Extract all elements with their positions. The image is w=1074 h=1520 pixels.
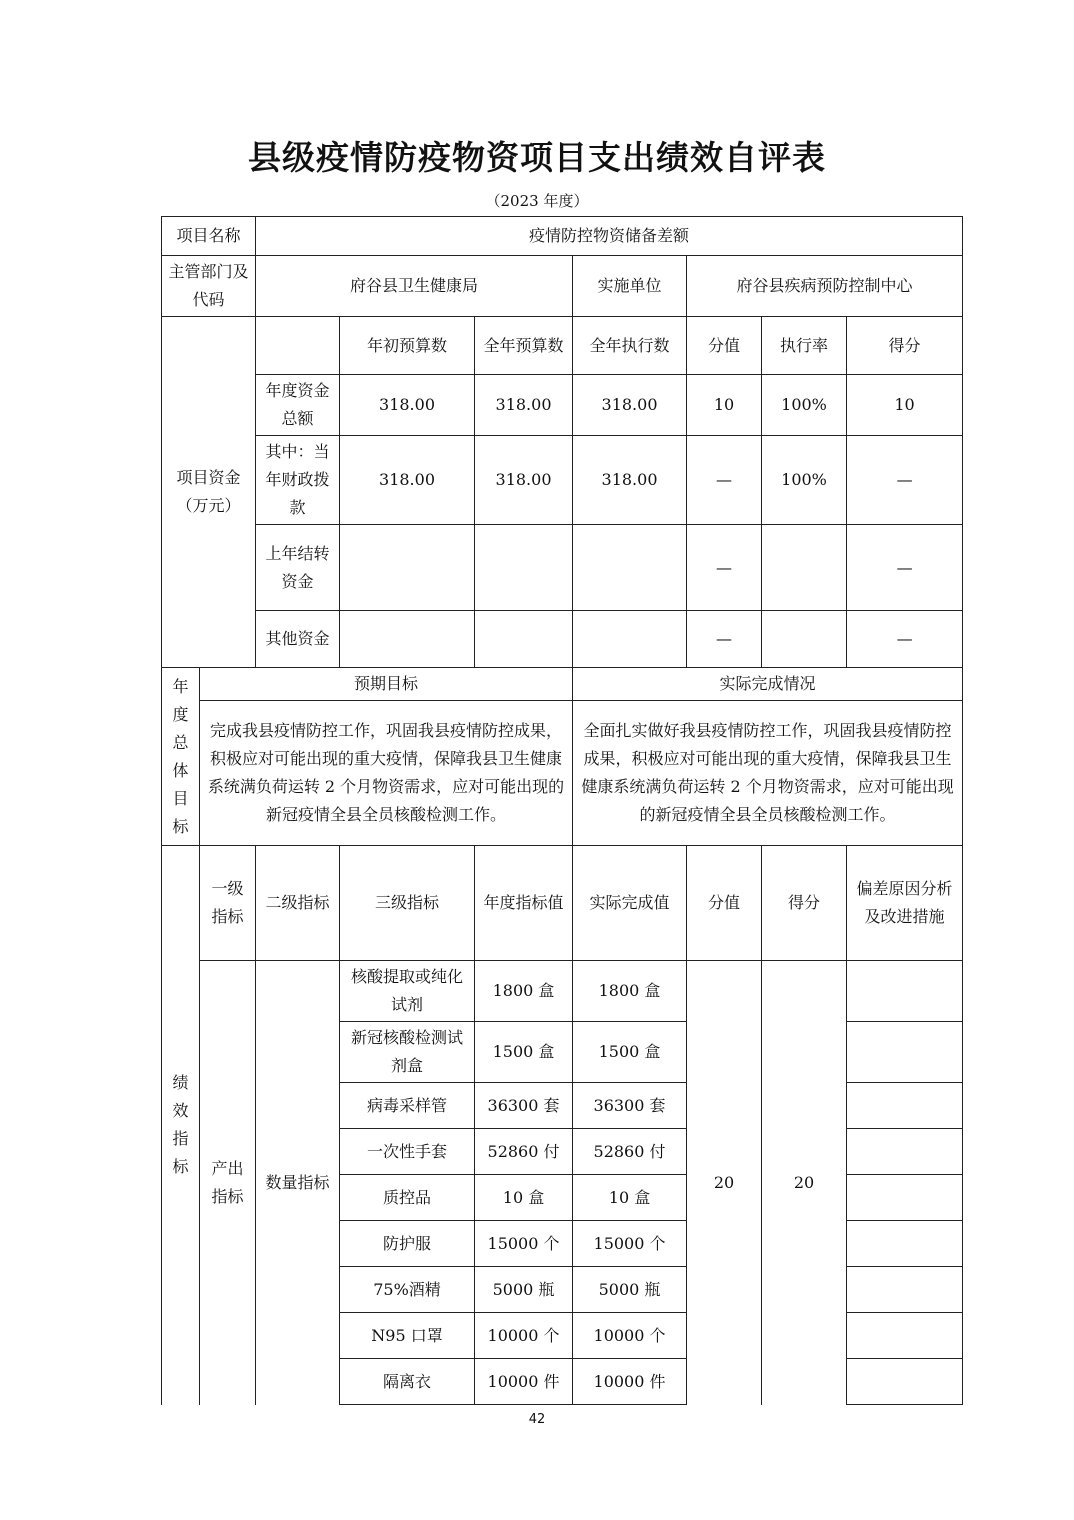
funds-initial: 318.00	[340, 375, 475, 436]
indicator-name: 防护服	[340, 1221, 475, 1267]
perf-header-actual: 实际完成值	[573, 846, 687, 961]
perf-header-deviation: 偏差原因分析及改进措施	[847, 846, 963, 961]
funds-header-score-value: 分值	[687, 317, 762, 375]
funds-executed: 318.00	[573, 375, 687, 436]
funds-score: 10	[847, 375, 963, 436]
funds-rate: 100%	[762, 375, 847, 436]
indicator-name: 一次性手套	[340, 1129, 475, 1175]
indicator-name: 隔离衣	[340, 1359, 475, 1405]
indicator-name: 75%酒精	[340, 1267, 475, 1313]
goals-header-row	[162, 668, 963, 701]
indicator-actual: 15000 个	[573, 1221, 687, 1267]
funds-score: —	[847, 611, 963, 668]
page-number: 42	[528, 1412, 546, 1427]
funds-header-row	[162, 317, 963, 375]
document-year: （2023 年度）	[485, 192, 589, 210]
perf-level1-value: 产出指标	[200, 961, 256, 1405]
funds-executed: 318.00	[573, 436, 687, 525]
document-title: 县级疫情防疫物资项目支出绩效自评表	[248, 138, 826, 177]
funds-header-initial: 年初预算数	[340, 317, 475, 375]
goals-actual-header: 实际完成情况	[573, 668, 963, 701]
indicator-name: 质控品	[340, 1175, 475, 1221]
indicator-name: 病毒采样管	[340, 1083, 475, 1129]
goals-actual-text: 全面扎实做好我县疫情防控工作，巩固我县疫情防控成果，积极应对可能出现的重大疫情，保障我县卫生健康系统满负荷运转 2 个月物资需求，应对可能出现的新冠疫情全县全员核酸检测工作。	[573, 701, 963, 846]
funds-row-label: 其他资金	[256, 611, 340, 668]
indicator-target: 10 盒	[475, 1175, 573, 1221]
funds-executed	[573, 525, 687, 611]
project-name-row	[162, 217, 963, 256]
funds-header-executed: 全年执行数	[573, 317, 687, 375]
perf-score-value: 20	[687, 961, 762, 1405]
evaluation-table	[161, 216, 963, 1405]
funds-row	[162, 611, 963, 668]
funds-header-score: 得分	[847, 317, 963, 375]
funds-executed	[573, 611, 687, 668]
perf-header-target: 年度指标值	[475, 846, 573, 961]
funds-row-label: 年度资金总额	[256, 375, 340, 436]
indicator-target: 52860 付	[475, 1129, 573, 1175]
perf-header-score-value: 分值	[687, 846, 762, 961]
indicator-actual: 10000 个	[573, 1313, 687, 1359]
perf-header-score: 得分	[762, 846, 847, 961]
funds-annual	[475, 611, 573, 668]
goals-label: 年度总体目标	[162, 668, 200, 846]
indicator-actual: 5000 瓶	[573, 1267, 687, 1313]
indicator-target: 15000 个	[475, 1221, 573, 1267]
indicator-name: 新冠核酸检测试剂盒	[340, 1022, 475, 1083]
indicator-target: 36300 套	[475, 1083, 573, 1129]
funds-row-label: 其中：当年财政拨款	[256, 436, 340, 525]
funds-annual	[475, 525, 573, 611]
perf-score: 20	[762, 961, 847, 1405]
funds-rate	[762, 611, 847, 668]
department-label: 主管部门及代码	[162, 256, 256, 317]
indicator-deviation	[847, 961, 963, 1022]
funds-initial: 318.00	[340, 436, 475, 525]
funds-score-value: 10	[687, 375, 762, 436]
funds-rate: 100%	[762, 436, 847, 525]
funds-header-rate: 执行率	[762, 317, 847, 375]
goals-expected-header: 预期目标	[200, 668, 573, 701]
perf-header-level3: 三级指标	[340, 846, 475, 961]
indicator-target: 10000 件	[475, 1359, 573, 1405]
indicator-name: 核酸提取或纯化试剂	[340, 961, 475, 1022]
department-value: 府谷县卫生健康局	[256, 256, 573, 317]
performance-label: 绩效指标	[162, 846, 200, 1405]
indicator-actual: 52860 付	[573, 1129, 687, 1175]
funds-score-value: —	[687, 525, 762, 611]
indicator-actual: 10000 件	[573, 1359, 687, 1405]
funds-score-value: —	[687, 436, 762, 525]
funds-row	[162, 436, 963, 525]
indicator-deviation	[847, 1267, 963, 1313]
indicator-actual: 36300 套	[573, 1083, 687, 1129]
indicator-deviation	[847, 1221, 963, 1267]
perf-header-level2: 二级指标	[256, 846, 340, 961]
indicator-actual: 1500 盒	[573, 1022, 687, 1083]
indicator-deviation	[847, 1129, 963, 1175]
indicator-target: 5000 瓶	[475, 1267, 573, 1313]
funds-score: —	[847, 525, 963, 611]
funds-header-annual: 全年预算数	[475, 317, 573, 375]
indicator-deviation	[847, 1359, 963, 1405]
project-name-value: 疫情防控物资储备差额	[256, 217, 963, 256]
funds-row-label: 上年结转资金	[256, 525, 340, 611]
perf-level2-value: 数量指标	[256, 961, 340, 1405]
indicator-actual: 1800 盒	[573, 961, 687, 1022]
indicator-deviation	[847, 1313, 963, 1359]
goals-text-row	[162, 701, 963, 846]
implementing-unit-label: 实施单位	[573, 256, 687, 317]
funds-annual: 318.00	[475, 375, 573, 436]
indicator-target: 1500 盒	[475, 1022, 573, 1083]
funds-row	[162, 525, 963, 611]
indicator-target: 1800 盒	[475, 961, 573, 1022]
project-name-label: 项目名称	[162, 217, 256, 256]
implementing-unit-value: 府谷县疾病预防控制中心	[687, 256, 963, 317]
goals-expected-text: 完成我县疫情防控工作，巩固我县疫情防控成果，积极应对可能出现的重大疫情，保障我县卫生健康系统满负荷运转 2 个月物资需求，应对可能出现的新冠疫情全县全员核酸检测工作。	[200, 701, 573, 846]
indicator-name: N95 口罩	[340, 1313, 475, 1359]
funds-initial	[340, 611, 475, 668]
funds-row	[162, 375, 963, 436]
funds-score: —	[847, 436, 963, 525]
indicator-deviation	[847, 1175, 963, 1221]
performance-header-row	[162, 846, 963, 961]
funds-annual: 318.00	[475, 436, 573, 525]
funds-header-blank	[256, 317, 340, 375]
indicator-deviation	[847, 1083, 963, 1129]
funds-label: 项目资金（万元）	[162, 317, 256, 668]
funds-rate	[762, 525, 847, 611]
indicator-target: 10000 个	[475, 1313, 573, 1359]
funds-score-value: —	[687, 611, 762, 668]
indicator-row	[162, 961, 963, 1022]
indicator-actual: 10 盒	[573, 1175, 687, 1221]
department-row	[162, 256, 963, 317]
indicator-deviation	[847, 1022, 963, 1083]
funds-initial	[340, 525, 475, 611]
perf-header-level1: 一级指标	[200, 846, 256, 961]
